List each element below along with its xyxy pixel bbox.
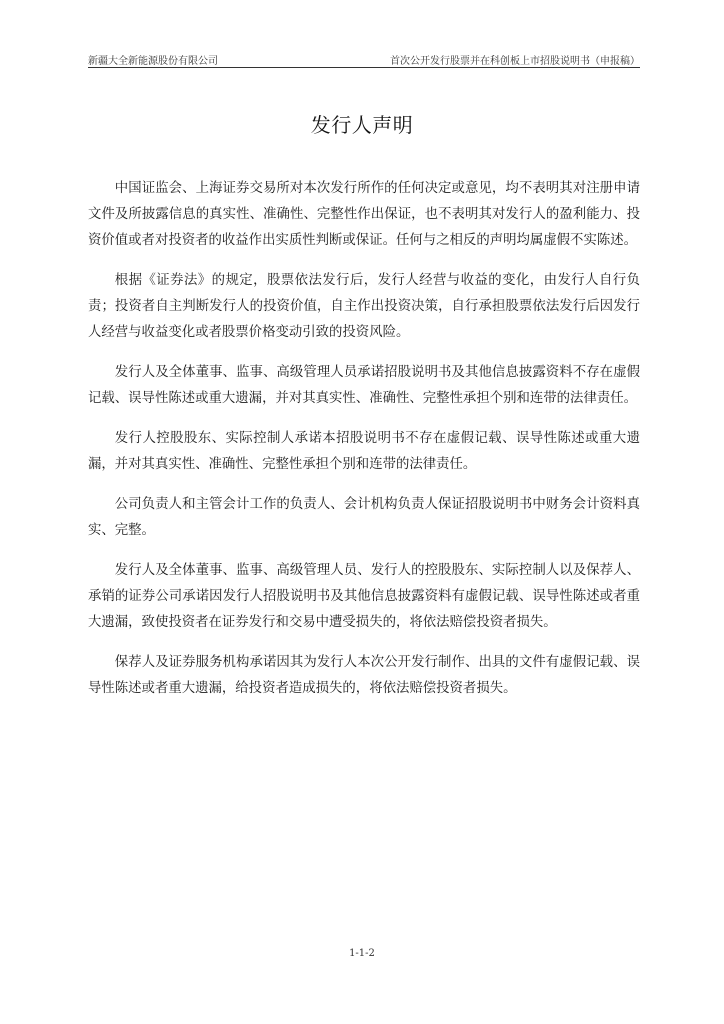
page-number: 1-1-2 bbox=[349, 948, 375, 959]
page-title: 发行人声明 bbox=[310, 113, 414, 138]
paragraph-controlling-shareholder-undertaking: 发行人控股股东、实际控制人承诺本招股说明书不存在虚假记载、误导性陈述或重大遗漏，并对其真实性、准确性、完整性承担个别和连带的法律责任。 bbox=[88, 431, 640, 472]
header-document-title: 首次公开发行股票并在科创板上市招股说明书（申报稿） bbox=[390, 56, 640, 67]
paragraph-regulator-disclaimer: 中国证监会、上海证券交易所对本次发行所作的任何决定或意见，均不表明其对注册申请文件及所披露信息的真实性、准确性、完整性作出保证，也不表明其对发行人的盈利能力、投资价值或者对投资者的收益作出实质性判断或保证。任何与之相反的声明均属虚假不实陈述。 bbox=[88, 181, 640, 248]
paragraph-investment-risk: 根据《证券法》的规定，股票依法发行后，发行人经营与收益的变化，由发行人自行负责；投资者自主判断发行人的投资价值，自主作出投资决策，自行承担股票依法发行后因发行人经营与收益变化或者股票价格变动引致的投资风险。 bbox=[88, 273, 640, 340]
paragraph-financial-data-guarantee: 公司负责人和主管会计工作的负责人、会计机构负责人保证招股说明书中财务会计资料真实、完整。 bbox=[88, 497, 640, 538]
paragraph-compensation-undertaking: 发行人及全体董事、监事、高级管理人员、发行人的控股股东、实际控制人以及保荐人、承销的证券公司承诺因发行人招股说明书及其他信息披露资料有虚假记载、误导性陈述或者重大遗漏，致使投资者在证券发行和交易中遭受损失的，将依法赔偿投资者损失。 bbox=[88, 563, 640, 630]
paragraph-sponsor-undertaking: 保荐人及证券服务机构承诺因其为发行人本次公开发行制作、出具的文件有虚假记载、误导性陈述或者重大遗漏，给投资者造成损失的，将依法赔偿投资者损失。 bbox=[88, 655, 640, 696]
statement-body bbox=[88, 176, 640, 716]
page-header bbox=[88, 50, 640, 68]
header-company-name: 新疆大全新能源股份有限公司 bbox=[88, 56, 218, 67]
paragraph-directors-undertaking: 发行人及全体董事、监事、高级管理人员承诺招股说明书及其他信息披露资料不存在虚假记载、误导性陈述或重大遗漏，并对其真实性、准确性、完整性承担个别和连带的法律责任。 bbox=[88, 365, 640, 406]
